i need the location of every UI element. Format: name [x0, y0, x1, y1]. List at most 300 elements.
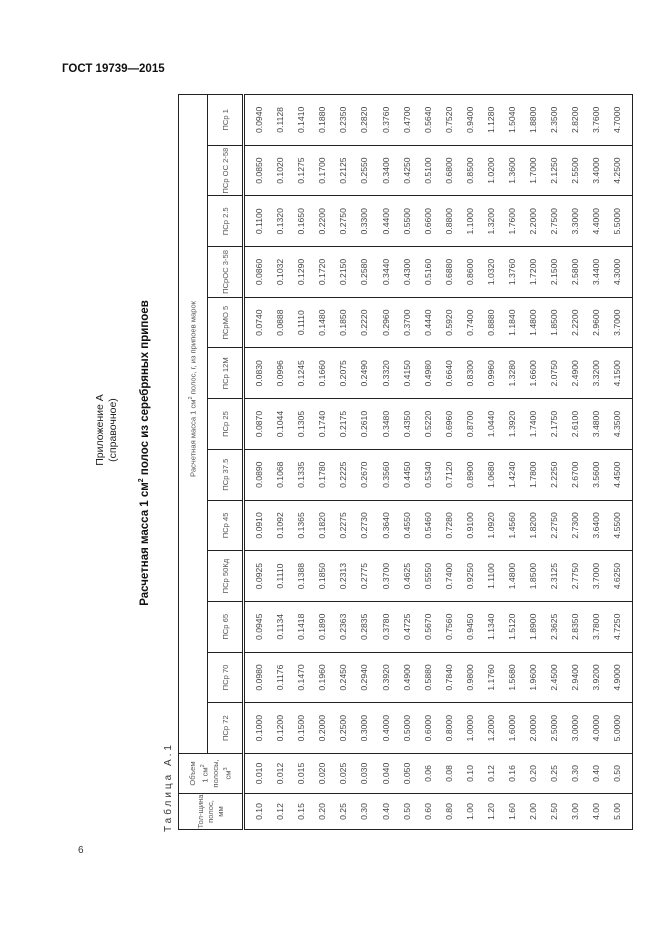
table-cell: 0.1740 — [317, 410, 328, 438]
table-cell: 2.6100 — [569, 410, 580, 438]
table-cell: 0.1128 — [275, 107, 286, 133]
table-cell: 0.2275 — [338, 512, 349, 539]
table-cell: 2.9600 — [590, 309, 601, 336]
table-cell: 0.10 — [254, 803, 265, 820]
table-cell: 1.8800 — [527, 106, 538, 134]
table-cell: 0.9450 — [464, 613, 475, 640]
table-cell: 2.0750 — [548, 360, 559, 387]
values-column-pscr12m — [244, 348, 633, 399]
table-cell: 0.2730 — [359, 512, 370, 539]
table-cell: 0.5670 — [422, 613, 433, 640]
table-cell: 0.1000 — [254, 715, 265, 742]
table-cell: 0.3760 — [380, 106, 391, 134]
thickness-column — [244, 794, 633, 830]
table-cell: 1.8900 — [527, 613, 538, 640]
table-cell: 1.3200 — [485, 208, 496, 235]
table-cell: 1.3600 — [506, 157, 517, 184]
table-cell: 0.9960 — [485, 360, 496, 387]
table-cell: 1.3760 — [506, 258, 517, 286]
table-cell: 0.1245 — [296, 360, 307, 387]
table-cell: 3.4000 — [590, 157, 601, 184]
table-cell: 2.5500 — [569, 157, 580, 184]
table-cell: 0.1410 — [296, 106, 307, 134]
table-cell: 1.1100 — [485, 563, 496, 589]
table-cell: 0.08 — [443, 765, 454, 782]
table-cell: 4.2500 — [612, 157, 623, 184]
table-cell: 0.0980 — [254, 664, 265, 691]
table-cell: 2.7750 — [569, 562, 580, 590]
group-pre: Расчетная масса 1 см — [188, 399, 198, 477]
table-cell: 0.1110 — [275, 563, 286, 589]
table-cell: 0.1960 — [317, 664, 328, 691]
table-cell: 5.5000 — [612, 208, 623, 235]
table-cell: 4.3000 — [612, 258, 623, 286]
table-cell: 3.3000 — [569, 208, 580, 235]
table-cell: 0.7400 — [464, 309, 475, 336]
table-cell: 0.1880 — [317, 106, 328, 134]
table-cell: 1.1000 — [464, 208, 475, 235]
table-cell: 0.50 — [612, 765, 623, 782]
table-cell: 0.4980 — [422, 360, 433, 387]
table-cell: 1.00 — [464, 803, 475, 820]
table-cell: 4.9000 — [612, 664, 623, 691]
table-cell: 4.4000 — [590, 208, 601, 235]
table-cell: 0.1092 — [275, 512, 286, 539]
table-cell: 0.2313 — [338, 562, 349, 590]
table-cell: 1.1840 — [506, 309, 517, 336]
table-cell: 0.7280 — [443, 512, 454, 539]
table-cell: 0.8600 — [464, 258, 475, 286]
table-cell: 0.4900 — [401, 664, 412, 691]
table-cell: 0.1388 — [296, 562, 307, 590]
table-cell: 0.2363 — [338, 613, 349, 640]
table-cell: 0.1032 — [275, 258, 286, 286]
table-cell: 0.0945 — [254, 613, 265, 640]
table-cell: 2.9400 — [569, 664, 580, 691]
table-cell: 0.2200 — [317, 208, 328, 235]
table-cell: 5.0000 — [612, 715, 623, 742]
table-cell: 0.1290 — [296, 258, 307, 286]
table-cell: 2.3500 — [548, 106, 559, 134]
table-cell: 1.2000 — [485, 715, 496, 742]
table-cell: 0.1850 — [317, 562, 328, 590]
table-cell: 0.8880 — [485, 309, 496, 336]
values-column-pscros2-58 — [244, 145, 633, 196]
table-cell: 2.50 — [548, 803, 559, 820]
table-cell: 0.0830 — [254, 360, 265, 387]
table-cell: 3.5600 — [590, 461, 601, 488]
table-cell: 0.2670 — [359, 461, 370, 488]
table-cell: 0.2225 — [338, 461, 349, 488]
table-cell: 0.3700 — [380, 562, 391, 590]
header-col-pscrmo5: ПСрМО 5 — [208, 297, 244, 348]
table-cell: 0.4350 — [401, 410, 412, 438]
header-volume-l4: см — [223, 770, 233, 780]
table-cell: 0.1470 — [296, 664, 307, 691]
values-column-pscr2-5 — [244, 196, 633, 247]
header-col-pscr65: ПСр 65 — [208, 601, 244, 652]
table-cell: 0.0996 — [275, 360, 286, 387]
table-cell: 1.7200 — [527, 258, 538, 286]
table-cell: 0.0925 — [254, 562, 265, 590]
table-cell: 1.0320 — [485, 258, 496, 286]
table-cell: 1.3280 — [506, 360, 517, 387]
table-cell: 0.0740 — [254, 309, 265, 336]
table-cell: 0.1820 — [317, 512, 328, 539]
table-cell: 3.9200 — [590, 664, 601, 691]
table-cell: 0.6880 — [443, 258, 454, 286]
table-cell: 0.9100 — [464, 512, 475, 539]
table-cell: 1.4240 — [506, 461, 517, 488]
table-cell: 2.1250 — [548, 157, 559, 184]
table-cell: 0.3320 — [380, 360, 391, 387]
table-cell: 2.7500 — [548, 208, 559, 235]
table-cell: 0.3780 — [380, 613, 391, 640]
header-col-pscr70: ПСр 70 — [208, 652, 244, 703]
table-cell: 0.4300 — [401, 258, 412, 286]
table-cell: 0.1850 — [338, 309, 349, 336]
group-post: полос, г, из припоев марок — [188, 301, 198, 397]
table-cell: 1.8200 — [527, 512, 538, 539]
table-cell: 2.1500 — [548, 258, 559, 286]
table-cell: 0.16 — [506, 765, 517, 782]
table-cell: 0.015 — [296, 762, 307, 785]
table-cell: 0.2350 — [338, 106, 349, 134]
header-volume-l1: Объем — [187, 761, 197, 786]
table-cell: 1.5680 — [506, 664, 517, 691]
table-cell: 0.8500 — [464, 157, 475, 184]
table-cell: 1.1340 — [485, 613, 496, 640]
table-cell: 1.7000 — [527, 157, 538, 184]
table-cell: 1.60 — [506, 803, 517, 820]
table-cell: 2.8200 — [569, 106, 580, 134]
table-cell: 0.2125 — [338, 157, 349, 184]
values-column-pscr1 — [244, 95, 633, 146]
table-cell: 0.9400 — [464, 106, 475, 134]
table-cell: 0.2820 — [359, 106, 370, 134]
table-cell: 0.1275 — [296, 157, 307, 184]
table-cell: 1.4800 — [527, 309, 538, 336]
table-cell: 0.1480 — [317, 309, 328, 336]
table-cell: 0.8900 — [464, 461, 475, 488]
table-cell: 4.00 — [590, 803, 601, 820]
table-cell: 0.15 — [296, 803, 307, 820]
table-cell: 0.4400 — [380, 208, 391, 235]
table-cell: 1.20 — [485, 803, 496, 820]
table-cell: 3.4800 — [590, 410, 601, 438]
table-cell: 0.4625 — [401, 562, 412, 590]
table-cell: 1.9600 — [527, 664, 538, 691]
table-cell: 2.4900 — [569, 360, 580, 387]
values-column-pscr50kd — [244, 551, 633, 602]
table-cell: 0.2450 — [338, 664, 349, 691]
table-cell: 4.4500 — [612, 461, 623, 488]
table-cell: 1.5040 — [506, 106, 517, 134]
table-cell: 1.7400 — [527, 410, 538, 438]
table-cell: 0.1365 — [296, 512, 307, 539]
table-cell: 0.4450 — [401, 461, 412, 488]
table-cell: 0.1335 — [296, 461, 307, 488]
title-sup: 2 — [138, 478, 145, 483]
table-cell: 0.4000 — [380, 715, 391, 742]
table-cell: 0.1500 — [296, 715, 307, 742]
table-cell: 0.7400 — [443, 562, 454, 590]
table-cell: 0.25 — [548, 765, 559, 782]
table-cell: 0.2490 — [359, 360, 370, 387]
table-cell: 0.1418 — [296, 613, 307, 640]
table-cell: 2.0000 — [527, 715, 538, 742]
table-cell: 0.20 — [317, 803, 328, 820]
table-cell: 2.1750 — [548, 410, 559, 438]
header-group-mass — [179, 95, 208, 754]
table-cell: 0.2835 — [359, 613, 370, 640]
table-cell: 0.1100 — [254, 208, 265, 235]
table-cell: 1.7800 — [527, 461, 538, 488]
table-cell: 5.00 — [612, 803, 623, 820]
table-cell: 4.0000 — [590, 715, 601, 742]
table-cell: 0.12 — [275, 803, 286, 820]
table-cell: 0.8800 — [443, 208, 454, 235]
table-cell: 0.06 — [422, 765, 433, 782]
table-cell: 0.40 — [590, 765, 601, 782]
table-cell: 0.020 — [317, 762, 328, 785]
table-caption: Таблица А.1 — [163, 742, 174, 832]
header-volume-l3: полосы, — [210, 759, 220, 788]
table-cell: 0.2960 — [380, 309, 391, 336]
table-cell: 0.7840 — [443, 664, 454, 691]
table-cell: 2.3125 — [548, 562, 559, 590]
table-cell: 3.4400 — [590, 258, 601, 286]
table-cell: 0.2775 — [359, 562, 370, 590]
table-cell: 0.1200 — [275, 715, 286, 742]
header-col-pscros3-58: ПСрОС 3-58 — [208, 247, 244, 298]
table-cell: 1.8500 — [548, 309, 559, 336]
table-cell: 0.0888 — [275, 309, 286, 336]
table-cell: 0.9250 — [464, 562, 475, 590]
table-cell: 0.3700 — [401, 309, 412, 336]
table-cell: 0.012 — [275, 762, 286, 785]
table-cell: 0.3300 — [359, 208, 370, 235]
table-cell: 0.20 — [527, 765, 538, 782]
title-pre: Расчетная масса 1 см — [138, 482, 151, 606]
table-cell: 0.8000 — [443, 715, 454, 742]
table-cell: 0.2075 — [338, 360, 349, 387]
table-cell: 2.2000 — [527, 208, 538, 235]
table-cell: 1.0440 — [485, 410, 496, 438]
table-cell: 0.10 — [464, 765, 475, 782]
table-cell: 0.0890 — [254, 461, 265, 488]
table-cell: 0.0940 — [254, 106, 265, 134]
header-volume-l2: 1 см — [200, 767, 210, 783]
header-thickness: Тол-щина полос, мм — [179, 794, 244, 830]
table-cell: 1.5120 — [506, 613, 517, 640]
table-cell: 0.2175 — [338, 410, 349, 438]
table-cell: 1.3920 — [506, 410, 517, 438]
table-cell: 0.80 — [443, 803, 454, 820]
table-cell: 2.5800 — [569, 258, 580, 286]
table-cell: 1.6000 — [506, 715, 517, 742]
table-cell: 0.0860 — [254, 258, 265, 286]
table-cell: 0.4700 — [401, 106, 412, 134]
table-cell: 0.8700 — [464, 410, 475, 438]
table-cell: 0.030 — [359, 762, 370, 785]
table-cell: 0.4725 — [401, 613, 412, 640]
table-cell: 1.1280 — [485, 106, 496, 134]
title-post: полос из серебряных припоев — [138, 300, 151, 479]
table-cell: 4.3500 — [612, 410, 623, 438]
table-cell: 0.0870 — [254, 410, 265, 438]
table-cell: 2.2750 — [548, 512, 559, 539]
table-cell: 3.7000 — [590, 562, 601, 590]
table-cell: 0.5920 — [443, 309, 454, 336]
table-cell: 0.1700 — [317, 157, 328, 184]
table-cell: 0.5500 — [401, 208, 412, 235]
table-cell: 0.3920 — [380, 664, 391, 691]
values-column-pscr72 — [244, 703, 633, 754]
table-cell: 0.4250 — [401, 157, 412, 184]
table-cell: 1.0920 — [485, 512, 496, 539]
table-cell: 0.4440 — [422, 309, 433, 336]
table-cell: 0.60 — [422, 803, 433, 820]
table-cell: 1.1760 — [485, 664, 496, 691]
table-cell: 0.40 — [380, 803, 391, 820]
table-cell: 2.3625 — [548, 613, 559, 640]
table-cell: 0.5160 — [422, 258, 433, 286]
table-cell: 2.00 — [527, 803, 538, 820]
table-cell: 0.12 — [485, 765, 496, 782]
table-cell: 0.5220 — [422, 410, 433, 438]
table-cell: 0.1044 — [275, 410, 286, 438]
table-cell: 0.2500 — [338, 715, 349, 742]
table-cell: 4.5500 — [612, 512, 623, 539]
table-cell: 3.6400 — [590, 512, 601, 539]
header-volume — [179, 754, 244, 794]
appendix-heading — [94, 320, 120, 540]
values-column-pscr25 — [244, 399, 633, 450]
table-cell: 4.7250 — [612, 613, 623, 640]
table-cell: 0.1720 — [317, 258, 328, 286]
table-cell: 0.1320 — [275, 208, 286, 235]
table-cell: 0.1890 — [317, 613, 328, 640]
table-cell: 0.1068 — [275, 461, 286, 488]
table-cell: 0.2610 — [359, 410, 370, 438]
table-cell: 0.3480 — [380, 410, 391, 438]
table-cell: 1.0680 — [485, 461, 496, 488]
table-cell: 1.7600 — [506, 208, 517, 235]
table-cell: 0.5000 — [401, 715, 412, 742]
document-code: ГОСТ 19739—2015 — [62, 63, 165, 75]
table-cell: 4.7000 — [612, 106, 623, 134]
table-cell: 0.5880 — [422, 664, 433, 691]
table-cell: 2.2250 — [548, 461, 559, 488]
header-volume-sup2: 2 — [199, 764, 206, 768]
table-cell: 3.3200 — [590, 360, 601, 387]
table-cell: 2.8350 — [569, 613, 580, 640]
header-col-pscr25: ПСр 25 — [208, 399, 244, 450]
table-cell: 0.5460 — [422, 512, 433, 539]
table-cell: 0.1660 — [317, 360, 328, 387]
table-cell: 0.2550 — [359, 157, 370, 184]
table-cell: 0.1134 — [275, 613, 286, 640]
table-cell: 3.7000 — [612, 309, 623, 336]
table-cell: 0.3640 — [380, 512, 391, 539]
table-cell: 0.6600 — [422, 208, 433, 235]
table-cell: 0.2750 — [338, 208, 349, 235]
table-cell: 0.2000 — [317, 715, 328, 742]
table-cell: 0.5640 — [422, 106, 433, 134]
group-sup: 2 — [188, 396, 195, 400]
table-cell: 0.25 — [338, 803, 349, 820]
table-cell: 0.50 — [401, 803, 412, 820]
table-cell: 1.4560 — [506, 512, 517, 539]
values-column-pscr70 — [244, 652, 633, 703]
table-cell: 0.3560 — [380, 461, 391, 488]
table-cell: 2.5000 — [548, 715, 559, 742]
table-cell: 0.050 — [401, 762, 412, 785]
table-cell: 0.5340 — [422, 461, 433, 488]
table-cell: 0.040 — [380, 762, 391, 785]
table-cell: 0.1650 — [296, 208, 307, 235]
table-cell: 0.8300 — [464, 360, 475, 387]
table-cell: 2.4500 — [548, 664, 559, 691]
table-cell: 0.3000 — [359, 715, 370, 742]
table-cell: 1.0000 — [464, 715, 475, 742]
solder-mass-table-wrapper — [178, 94, 633, 830]
table-cell: 0.2150 — [338, 258, 349, 286]
page-number: 6 — [78, 845, 84, 856]
table-cell: 0.30 — [569, 765, 580, 782]
table-cell: 4.6250 — [612, 562, 623, 590]
table-cell: 0.0850 — [254, 157, 265, 184]
table-cell: 0.6000 — [422, 715, 433, 742]
header-col-pscros2-58: ПСр ОС 2-58 — [208, 145, 244, 196]
table-cell: 0.5550 — [422, 562, 433, 590]
table-cell: 0.1020 — [275, 157, 286, 184]
volume-column — [244, 754, 633, 794]
table-cell: 0.1176 — [275, 664, 286, 691]
values-column-pscros3-58 — [244, 247, 633, 298]
table-cell: 1.8500 — [527, 562, 538, 590]
header-col-pscr50kd: ПСр 50Кд — [208, 551, 244, 602]
table-cell: 0.30 — [359, 803, 370, 820]
table-cell: 0.7560 — [443, 613, 454, 640]
table-cell: 0.4150 — [401, 360, 412, 387]
table-cell: 0.5100 — [422, 157, 433, 184]
table-cell: 0.6960 — [443, 410, 454, 438]
header-col-pscr1: ПСр 1 — [208, 95, 244, 146]
table-cell: 2.7300 — [569, 512, 580, 539]
table-cell: 3.0000 — [569, 715, 580, 742]
table-cell: 4.1500 — [612, 360, 623, 387]
table-cell: 0.2220 — [359, 309, 370, 336]
table-cell: 0.010 — [254, 762, 265, 785]
table-cell: 0.3400 — [380, 157, 391, 184]
table-cell: 1.0200 — [485, 157, 496, 184]
table-cell: 1.4800 — [506, 562, 517, 590]
header-col-pscr12m: ПСр 12М — [208, 348, 244, 399]
table-cell: 1.6600 — [527, 360, 538, 387]
values-column-pscr37-5 — [244, 449, 633, 500]
header-col-pscr37-5: ПСр 37.5 — [208, 449, 244, 500]
header-col-pscr45: ПСр 45 — [208, 500, 244, 551]
appendix-type: (справочное) — [107, 398, 119, 462]
table-title — [138, 288, 151, 618]
header-volume-sup3: 3 — [222, 767, 229, 771]
table-cell: 0.7520 — [443, 106, 454, 134]
appendix-label: Приложение А — [94, 394, 106, 466]
table-cell: 0.6800 — [443, 157, 454, 184]
table-cell: 3.00 — [569, 803, 580, 820]
